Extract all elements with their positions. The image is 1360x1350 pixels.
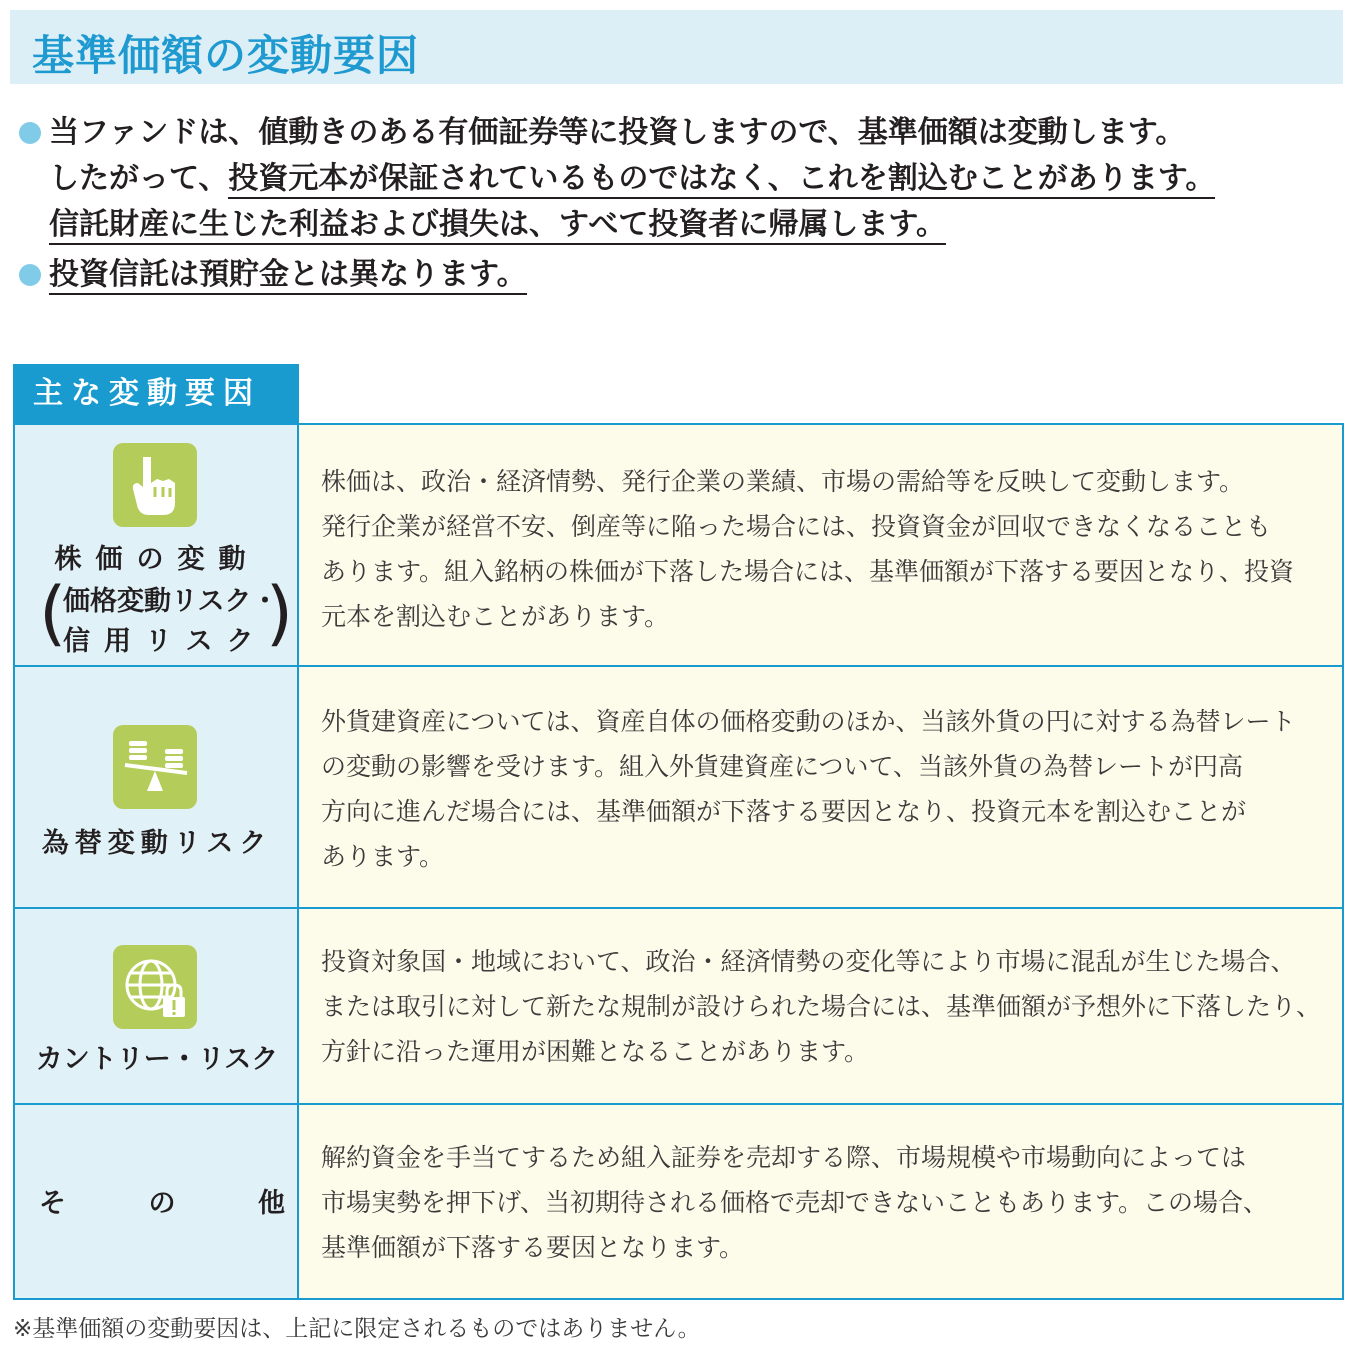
- description-line: の変動の影響を受けます。組入外貨建資産について、当該外貨の為替レートが円高: [321, 752, 1244, 781]
- factor-description: [299, 425, 1342, 665]
- note-text: したがって、: [49, 161, 229, 196]
- note-item: [15, 110, 1335, 248]
- note-line: [49, 252, 1335, 298]
- description-line: 方向に進んだ場合には、基準価額が下落する要因となり、投資元本を割込むことが: [321, 797, 1247, 826]
- description-line: あります。組入銘柄の株価が下落した場合には、基準価額が下落する要因となり、投資: [321, 557, 1295, 586]
- factor-label-cell: [15, 1105, 299, 1298]
- factor-label-char: の: [148, 1188, 176, 1219]
- factor-row-stock: [15, 425, 1342, 667]
- description-line: 発行企業が経営不安、倒産等に陥った場合には、投資資金が回収できなくなることも: [321, 512, 1272, 541]
- note-text-underlined: 投資信託は預貯金とは異なります。: [49, 257, 527, 295]
- description-line: あります。: [321, 842, 445, 871]
- factor-label-char: 他: [258, 1188, 285, 1219]
- factor-label-cell: [15, 425, 299, 665]
- pointing-hand-icon: [113, 443, 197, 527]
- bullet-icon: [19, 264, 41, 286]
- description-line: 解約資金を手当てするため組入証券を売却する際、市場規模や市場動向によっては: [321, 1143, 1247, 1172]
- factor-row-other: [15, 1105, 1342, 1298]
- factor-description: [299, 667, 1342, 907]
- globe-warning-icon: [113, 945, 197, 1029]
- description-line: 市場実勢を押下げ、当初期待される価格で売却できないこともあります。この場合、: [321, 1188, 1269, 1217]
- description-line: 方針に沿った運用が困難となることがあります。: [321, 1037, 870, 1066]
- factor-row-country: [15, 909, 1342, 1105]
- section-tab: 主な変動要因: [13, 364, 299, 423]
- factor-sub-label: 価格変動リスク・: [63, 586, 279, 617]
- note-item: [15, 252, 1335, 298]
- factor-label-cell: [15, 909, 299, 1103]
- notes-section: [15, 110, 1335, 298]
- open-paren: (: [39, 572, 67, 654]
- description-line: 外貨建資産については、資産自体の価格変動のほか、当該外貨の円に対する為替レート: [321, 707, 1296, 736]
- description-line: 投資対象国・地域において、政治・経済情勢の変化等により市場に混乱が生じた場合、: [321, 947, 1296, 976]
- factors-table: [13, 423, 1344, 1300]
- factor-label: 株価の変動: [54, 544, 260, 575]
- factor-sub-label: 信用リスク: [63, 626, 268, 657]
- factor-sub-label-group: [39, 572, 293, 659]
- coin-balance-icon: [113, 725, 197, 809]
- factor-label: 為替変動リスク: [41, 828, 273, 859]
- description-line: 株価は、政治・経済情勢、発行企業の業績、市場の需給等を反映して変動します。: [321, 467, 1245, 496]
- factor-label-cell: [15, 667, 299, 907]
- description-line: 基準価額が下落する要因となります。: [321, 1233, 745, 1262]
- note-text-underlined: 信託財産に生じた利益および損失は、すべて投資者に帰属します。: [49, 207, 946, 245]
- description-line: または取引に対して新たな規制が設けられた場合には、基準価額が予想外に下落したり、: [321, 992, 1322, 1021]
- factor-description: [299, 909, 1342, 1103]
- factor-row-fx: [15, 667, 1342, 909]
- footnote: ※基準価額の変動要因は、上記に限定されるものではありません。: [13, 1316, 701, 1342]
- description-line: 元本を割込むことがあります。: [321, 602, 670, 631]
- page-title: 基準価額の変動要因: [32, 31, 420, 80]
- factor-label: [39, 1181, 285, 1220]
- title-band: [10, 10, 1343, 84]
- bullet-icon: [19, 122, 41, 144]
- note-text-underlined: 投資元本が保証されているものではなく、これを割込むことがあります。: [228, 161, 1215, 199]
- factor-description: [299, 1105, 1342, 1298]
- factor-label-char: そ: [39, 1188, 66, 1219]
- note-line: [49, 202, 1335, 248]
- note-line: [49, 110, 1335, 156]
- note-line: [49, 156, 1335, 202]
- note-text: 当ファンドは、値動きのある有価証券等に投資しますので、基準価額は変動します。: [49, 115, 1186, 150]
- factor-label: カントリー・リスク: [35, 1044, 279, 1075]
- close-paren: ): [265, 572, 293, 654]
